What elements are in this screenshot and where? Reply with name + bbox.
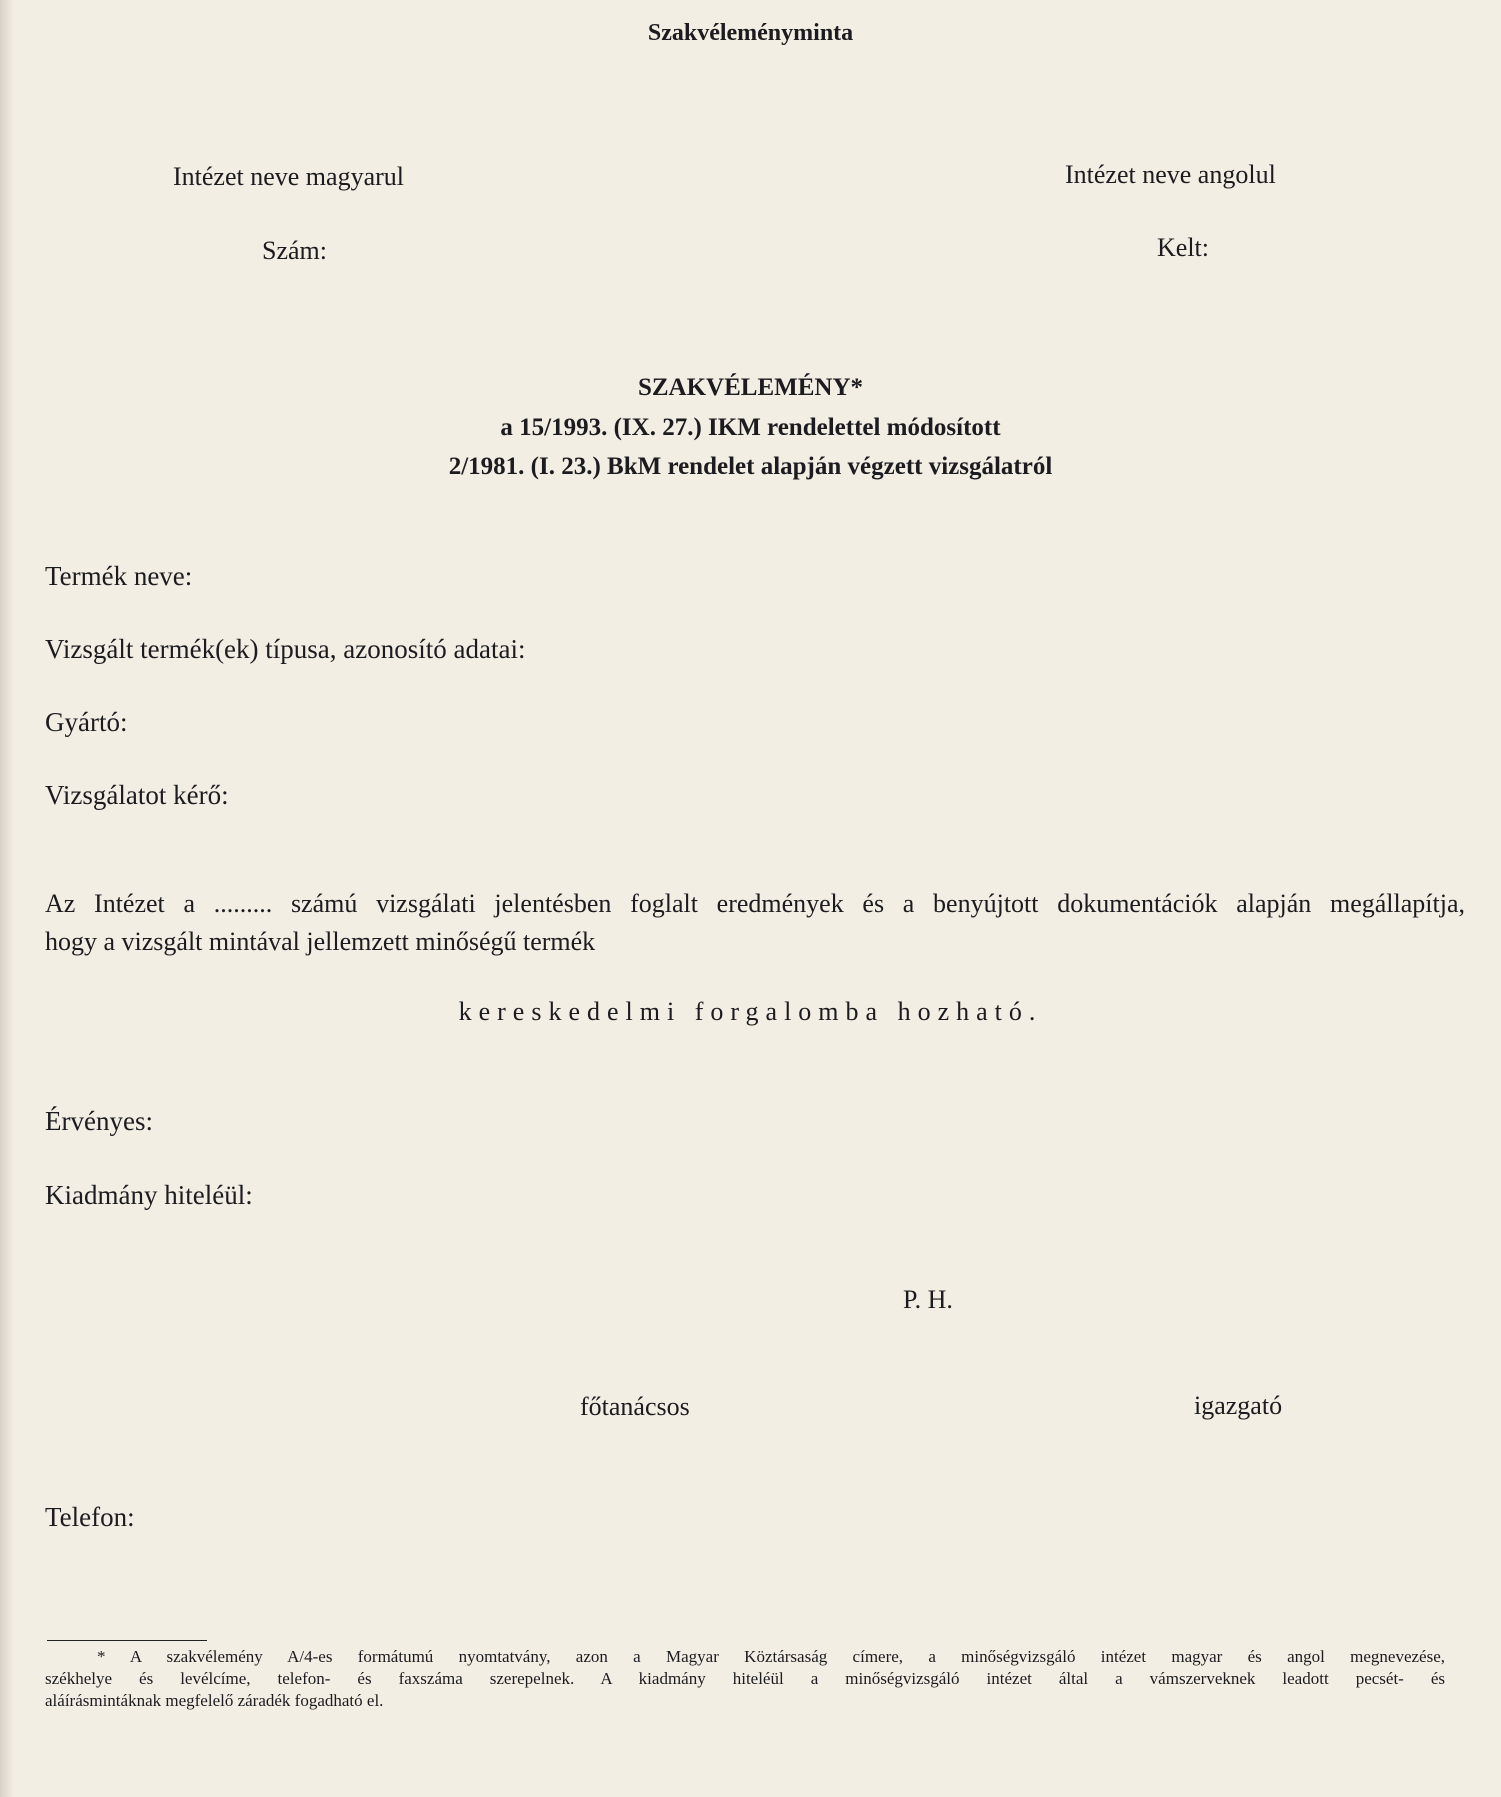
institute-name-english: Intézet neve angolul	[1065, 160, 1276, 189]
institute-name-hungarian: Intézet neve magyarul	[173, 162, 404, 191]
product-type-label: Vizsgált termék(ek) típusa, azonosító adatai:	[45, 634, 526, 664]
expert-opinion-title: SZAKVÉLEMÉNY*	[637, 374, 864, 401]
regulation-subtitle-1: a 15/1993. (IX. 27.) IKM rendelettel módosított	[500, 414, 1001, 441]
footnote-line-1: * A szakvélemény A/4-es formátumú nyomtatvány, azon a Magyar Köztársaság címere, a minőségvizsgáló intézet magyar és angol megnevezése,	[97, 1647, 1445, 1666]
statement-line-1: Az Intézet a ......... számú vizsgálati jelentésben foglalt eredmények és a benyújtott dokumentációk alapján megállapítja,	[45, 889, 1465, 918]
certification-label: Kiadmány hiteléül:	[45, 1180, 253, 1210]
valid-label: Érvényes:	[45, 1106, 153, 1136]
stamp-place-label: P. H.	[903, 1285, 953, 1314]
date-label: Kelt:	[1157, 233, 1209, 262]
page-edge-shadow	[0, 0, 14, 1797]
footnote-divider	[47, 1640, 207, 1641]
footnote	[45, 1646, 1445, 1712]
signatory-chief-counsellor: főtanácsos	[580, 1392, 690, 1421]
number-label: Szám:	[262, 236, 327, 265]
commercial-conclusion: kereskedelmi forgalomba hozható.	[458, 997, 1043, 1026]
regulation-subtitle-2: 2/1981. (I. 23.) BkM rendelet alapján végzett vizsgálatról	[448, 453, 1053, 480]
footnote-line-3: aláírásmintáknak megfelelő záradék fogadható el.	[45, 1691, 384, 1710]
phone-label: Telefon:	[45, 1502, 135, 1532]
statement-line-2: hogy a vizsgált mintával jellemzett minőségű termék	[45, 927, 596, 956]
statement-paragraph	[45, 885, 1465, 961]
requester-label: Vizsgálatot kérő:	[45, 780, 229, 810]
footnote-line-2: székhelye és levélcíme, telefon- és faxszáma szerepelnek. A kiadmány hiteléül a minőségvizsgáló intézet által a vámszerveknek leadott pecsét- és	[45, 1669, 1445, 1688]
signatory-director: igazgató	[1194, 1391, 1283, 1420]
manufacturer-label: Gyártó:	[45, 707, 128, 737]
document-top-title: Szakvéleményminta	[647, 20, 854, 46]
product-name-label: Termék neve:	[45, 561, 193, 591]
